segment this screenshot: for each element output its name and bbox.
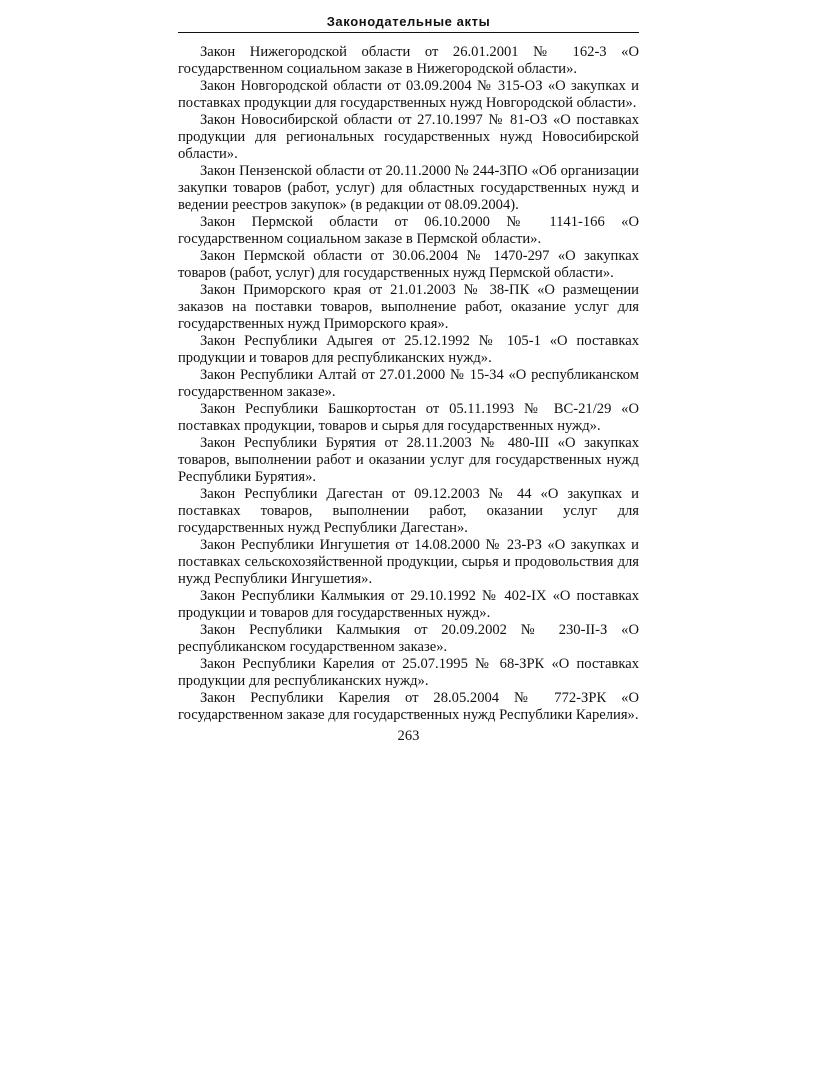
running-header: Законодательные акты	[178, 12, 639, 33]
law-entry: Закон Пензенской области от 20.11.2000 № 244-ЗПО «Об организации закупки товаров (работ, услуг) для областных государственных нужд и ведении реестров закупок» (в редакции от 08.09.2004).	[178, 163, 639, 213]
law-entry: Закон Республики Башкортостан от 05.11.1993 № ВС-21/29 «О поставках продукции, товаров и сырья для государственных нужд».	[178, 401, 639, 434]
law-entry: Закон Республики Адыгея от 25.12.1992 № 105-1 «О поставках продукции и товаров для республиканских нужд».	[178, 333, 639, 366]
law-entry: Закон Приморского края от 21.01.2003 № 38-ПК «О размещении заказов на поставки товаров, выполнение работ, оказание услуг для государственных нужд Приморского края».	[178, 282, 639, 332]
law-list	[178, 44, 639, 724]
law-entry: Закон Пермской области от 30.06.2004 № 1470-297 «О закупках товаров (работ, услуг) для государственных нужд Пермской области».	[178, 248, 639, 281]
page-number: 263	[397, 728, 420, 744]
law-entry: Закон Новосибирской области от 27.10.1997 № 81-ОЗ «О поставках продукции для региональных государственных нужд Новосибирской области».	[178, 112, 639, 162]
law-entry: Закон Республики Ингушетия от 14.08.2000 № 23-РЗ «О закупках и поставках сельскохозяйственной продукции, сырья и продовольствия для нужд Республики Ингушетия».	[178, 537, 639, 587]
page-body	[178, 12, 639, 724]
law-entry: Закон Нижегородской области от 26.01.2001 № 162-3 «О государственном социальном заказе в Нижегородской области».	[178, 44, 639, 77]
law-entry: Закон Республики Калмыкия от 29.10.1992 № 402-IX «О поставках продукции и товаров для государственных нужд».	[178, 588, 639, 621]
law-entry: Закон Пермской области от 06.10.2000 № 1141-166 «О государственном социальном заказе в Пермской области».	[178, 214, 639, 247]
law-entry: Закон Республики Карелия от 28.05.2004 № 772-ЗРК «О государственном заказе для государственных нужд Республики Карелия».	[178, 690, 639, 723]
law-entry: Закон Республики Бурятия от 28.11.2003 № 480-III «О закупках товаров, выполнении работ и оказании услуг для государственных нужд Республики Бурятия».	[178, 435, 639, 485]
law-entry: Закон Новгородской области от 03.09.2004 № 315-ОЗ «О закупках и поставках продукции для государственных нужд Новгородской области».	[178, 78, 639, 111]
law-entry: Закон Республики Карелия от 25.07.1995 № 68-ЗРК «О поставках продукции для республиканских нужд».	[178, 656, 639, 689]
law-entry: Закон Республики Калмыкия от 20.09.2002 № 230-II-З «О республиканском государственном заказе».	[178, 622, 639, 655]
law-entry: Закон Республики Дагестан от 09.12.2003 № 44 «О закупках и поставках товаров, выполнении работ, оказании услуг для государственных нужд Республики Дагестан».	[178, 486, 639, 536]
law-entry: Закон Республики Алтай от 27.01.2000 № 15-34 «О республиканском государственном заказе».	[178, 367, 639, 400]
